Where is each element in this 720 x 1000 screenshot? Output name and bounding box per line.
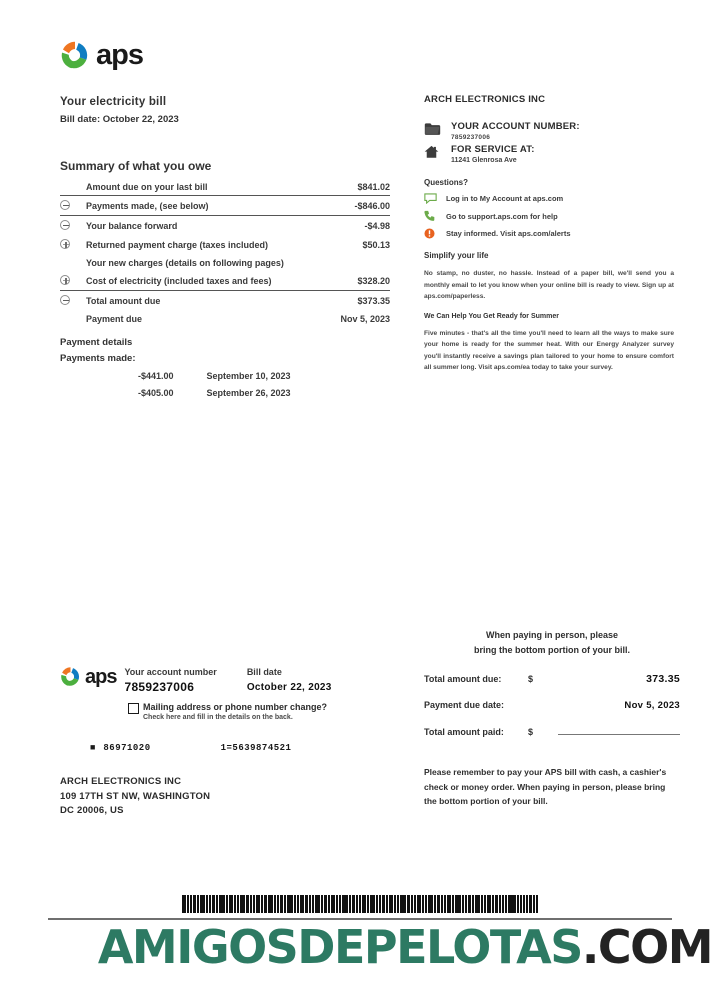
barcode-bar — [297, 895, 299, 913]
barcode-bar — [370, 895, 375, 913]
barcode-bar — [492, 895, 494, 913]
account-number-row — [424, 121, 674, 141]
plus-circle-icon — [60, 239, 70, 249]
barcode-bar — [264, 895, 267, 913]
barcode-bar — [437, 895, 440, 913]
barcode-bar — [256, 895, 260, 913]
row-icon-cell — [60, 254, 86, 271]
account-number-value: 7859237006 — [451, 134, 491, 141]
remit-headline-line2: bring the bottom portion of your bill. — [474, 644, 630, 655]
barcode-bar — [349, 895, 351, 913]
barcode-bar — [508, 895, 516, 913]
barcode-bar — [277, 895, 279, 913]
barcode-bar — [484, 895, 486, 913]
barcode-bar — [382, 895, 385, 913]
total-due-row — [424, 673, 680, 685]
right-column — [424, 94, 674, 374]
bill-date-text: Bill date: October 22, 2023 — [60, 114, 179, 125]
barcode-bar — [536, 895, 538, 913]
list-item — [60, 388, 390, 398]
row-icon-cell — [60, 235, 86, 254]
barcode-bar — [425, 895, 427, 913]
barcode-bar — [261, 895, 263, 913]
barcode-bar — [229, 895, 233, 913]
barcode-bar — [294, 895, 296, 913]
address-change-checkbox[interactable] — [128, 703, 139, 714]
barcode-bar — [312, 895, 314, 913]
due-date-label: Payment due date: — [424, 699, 505, 710]
barcode-bar — [359, 895, 361, 913]
barcode-bar — [444, 895, 446, 913]
barcode-bar — [465, 895, 467, 913]
stub-fields — [124, 666, 331, 694]
stub-account-value: 7859237006 — [124, 680, 195, 694]
address-change-sublabel: Check here and fill in the details on the back. — [143, 714, 293, 721]
barcode-bar — [219, 895, 225, 913]
questions-item-label: Stay informed. Visit aps.com/alerts — [446, 229, 571, 238]
table-row — [60, 178, 390, 196]
payment-amount: -$405.00 — [138, 388, 174, 398]
barcode-bar — [428, 895, 433, 913]
barcode-bar — [212, 895, 215, 913]
row-amount: $841.02 — [357, 181, 390, 192]
barcode-bar — [336, 895, 338, 913]
watermark-tld: .COM — [581, 920, 712, 974]
stub-ocr-line — [60, 743, 400, 753]
stub-header — [60, 666, 400, 694]
remittance-stub — [60, 666, 400, 819]
barcode-bar — [206, 895, 208, 913]
aps-logo — [60, 40, 390, 70]
barcode-bar — [234, 895, 236, 913]
remit-panel — [424, 628, 680, 809]
barcode-bar — [400, 895, 406, 913]
barcode-bar — [462, 895, 464, 913]
row-amount: $50.13 — [362, 239, 390, 250]
barcode-bar — [434, 895, 436, 913]
barcode-bar — [187, 895, 189, 913]
barcode-bar — [472, 895, 474, 913]
watermark — [0, 920, 720, 974]
minus-circle-icon — [60, 295, 70, 305]
barcode-bar — [417, 895, 421, 913]
service-address-row — [424, 144, 674, 164]
barcode-bar — [305, 895, 308, 913]
row-label: Amount due on your last bill — [86, 181, 208, 192]
questions-item-alerts[interactable] — [424, 228, 674, 239]
table-row — [60, 291, 390, 311]
barcode-bar — [315, 895, 320, 913]
payment-date: September 10, 2023 — [206, 371, 291, 381]
barcode-bar — [362, 895, 366, 913]
table-row — [60, 310, 390, 327]
watermark-main: AMIGOSDEPELOTAS — [97, 920, 582, 974]
phone-icon — [424, 210, 438, 222]
due-date-row — [424, 700, 680, 711]
service-address-value: 11241 Glenrosa Ave — [451, 157, 517, 164]
stub-billdate-field — [247, 667, 332, 694]
left-column — [60, 40, 390, 398]
promo-paragraph-2: Five minutes - that's all the time you'll need to learn all the ways to make sure your home is ready for the summer heat. With our Energy Analyzer survey you'll instantly receive a savings plan tailored to your home to ensure comfort all summer long. Visit aps.com/ea today to take your survey. — [424, 329, 674, 372]
row-icon-cell — [60, 310, 86, 327]
table-row — [60, 196, 390, 216]
remit-note: Please remember to pay your APS bill with cash, a cashier's check or money order. When paying in person, please bring the bottom portion of your bill. — [424, 766, 667, 807]
barcode-bar — [328, 895, 330, 913]
alert-icon — [424, 228, 438, 239]
aps-pinwheel-logo-icon — [60, 40, 90, 70]
total-due-label: Total amount due: — [424, 673, 502, 684]
barcode-bar — [246, 895, 249, 913]
barcode-bar — [321, 895, 323, 913]
barcode-bar — [284, 895, 286, 913]
barcode-bar — [422, 895, 424, 913]
stub-ocr-left: 86971020 — [103, 743, 151, 753]
mailing-address-line: DC 20006, US — [60, 805, 124, 817]
barcode-bar — [237, 895, 239, 913]
barcode-bar — [447, 895, 451, 913]
payments-made-label: Payments made: — [60, 353, 136, 364]
promo-heading-2: We Can Help You Get Ready for Summer — [424, 312, 559, 320]
row-label: Your balance forward — [86, 220, 178, 231]
row-icon-cell — [60, 196, 86, 216]
barcode-bar — [190, 895, 192, 913]
barcode-bar — [200, 895, 205, 913]
remit-headline — [424, 628, 680, 658]
questions-heading: Questions? — [424, 178, 469, 187]
barcode-area — [0, 895, 720, 913]
address-change-checkbox-row[interactable] — [60, 702, 400, 721]
account-number-group — [451, 121, 580, 141]
address-change-text-group — [143, 702, 327, 721]
barcode-bar — [352, 895, 355, 913]
barcode-bar — [339, 895, 341, 913]
barcode-bar — [209, 895, 211, 913]
promo-paragraph-1: No stamp, no duster, no hassle. Instead of a paper bill, we'll send you a monthly email to let you know when your online bill is ready to view. Sign up at aps.com/paperless. — [424, 270, 674, 301]
row-label: Your new charges (details on following pages) — [86, 257, 284, 268]
payment-amount: -$441.00 — [138, 371, 174, 381]
barcode-bar — [407, 895, 410, 913]
barcode-bar — [394, 895, 396, 913]
barcode-bar — [331, 895, 335, 913]
row-icon-cell — [60, 271, 86, 291]
stub-billdate-label: Bill date — [246, 667, 282, 677]
stub-account-label: Your account number — [124, 667, 217, 677]
currency-symbol: $ — [528, 726, 534, 737]
barcode-bar — [520, 895, 522, 913]
barcode-bar — [356, 895, 358, 913]
total-due-value: 373.35 — [646, 672, 680, 685]
barcode-bar — [526, 895, 528, 913]
barcode — [182, 895, 538, 913]
row-icon-cell — [60, 291, 86, 311]
barcode-bar — [250, 895, 252, 913]
total-paid-label: Total amount paid: — [424, 726, 504, 737]
page-title: Your electricity bill — [60, 96, 167, 108]
questions-item-label: Log in to My Account at aps.com — [446, 194, 564, 203]
payment-date: September 26, 2023 — [206, 388, 291, 398]
barcode-bar — [455, 895, 461, 913]
table-row — [60, 254, 390, 271]
barcode-bar — [487, 895, 491, 913]
barcode-bar — [499, 895, 501, 913]
row-icon-cell — [60, 178, 86, 196]
service-address-group — [451, 144, 535, 164]
barcode-bar — [475, 895, 480, 913]
account-block — [424, 121, 674, 164]
customer-name: ARCH ELECTRONICS INC — [424, 94, 546, 105]
barcode-bar — [193, 895, 196, 913]
questions-item-label: Go to support.aps.com for help — [446, 211, 558, 221]
table-row — [60, 271, 390, 291]
aps-pinwheel-logo-icon — [60, 666, 81, 687]
row-amount: -$4.98 — [364, 220, 390, 231]
barcode-bar — [441, 895, 443, 913]
minus-circle-icon — [60, 220, 70, 230]
summary-heading: Summary of what you owe — [60, 159, 212, 173]
aps-logo-stub — [60, 666, 116, 687]
service-at-label: FOR SERVICE AT: — [451, 144, 535, 155]
barcode-bar — [397, 895, 399, 913]
barcode-bar — [240, 895, 245, 913]
total-paid-input-line[interactable] — [558, 726, 680, 735]
folder-icon — [424, 121, 442, 141]
row-label: Total amount due — [86, 291, 310, 311]
questions-item-support[interactable] — [424, 210, 674, 222]
mailing-address-line: ARCH ELECTRONICS INC — [60, 776, 182, 787]
row-label: Payments made, (see below) — [86, 196, 310, 216]
barcode-bar — [216, 895, 218, 913]
barcode-bar — [182, 895, 186, 913]
list-item — [60, 371, 390, 381]
home-icon — [424, 144, 442, 164]
barcode-bar — [517, 895, 519, 913]
barcode-bar — [533, 895, 535, 913]
minus-circle-icon — [60, 200, 70, 210]
row-label: Cost of electricity (included taxes and fees) — [86, 275, 272, 286]
barcode-bar — [226, 895, 228, 913]
address-change-label: Mailing address or phone number change? — [143, 702, 328, 712]
barcode-bar — [414, 895, 416, 913]
barcode-bar — [376, 895, 378, 913]
questions-item-my-account[interactable] — [424, 193, 674, 204]
barcode-bar — [452, 895, 454, 913]
chat-bubble-icon — [424, 193, 438, 204]
row-amount: -$846.00 — [310, 196, 390, 216]
barcode-bar — [468, 895, 471, 913]
row-label: Returned payment charge (taxes included) — [86, 239, 269, 250]
remit-headline-line1: When paying in person, please — [485, 630, 619, 640]
summary-table — [60, 178, 390, 327]
promo-heading-1: Simplify your life — [424, 251, 489, 260]
barcode-bar — [309, 895, 311, 913]
barcode-bar — [253, 895, 255, 913]
barcode-bar — [367, 895, 369, 913]
aps-wordmark: aps — [85, 665, 117, 688]
barcode-bar — [495, 895, 498, 913]
barcode-bar — [411, 895, 413, 913]
aps-wordmark: aps — [96, 38, 143, 71]
total-paid-row[interactable] — [424, 726, 680, 737]
barcode-bar — [523, 895, 525, 913]
row-icon-cell — [60, 216, 86, 236]
barcode-bar — [386, 895, 388, 913]
stub-ocr-right: 1=5639874521 — [220, 743, 292, 753]
square-bullet-icon: ■ — [90, 743, 96, 753]
currency-symbol: $ — [528, 673, 534, 684]
barcode-bar — [268, 895, 273, 913]
barcode-bar — [342, 895, 348, 913]
barcode-bar — [481, 895, 483, 913]
row-amount: $328.20 — [357, 275, 390, 286]
barcode-bar — [324, 895, 327, 913]
row-amount: $373.35 — [310, 291, 390, 311]
mailing-address — [60, 775, 400, 819]
account-number-label: YOUR ACCOUNT NUMBER: — [451, 121, 580, 132]
stub-account-field — [124, 667, 216, 694]
table-row — [60, 216, 390, 236]
table-row — [60, 235, 390, 254]
barcode-bar — [197, 895, 199, 913]
barcode-bar — [389, 895, 393, 913]
barcode-bar — [287, 895, 293, 913]
row-label: Payment due — [86, 313, 143, 324]
due-date-value: Nov 5, 2023 — [624, 699, 680, 711]
plus-circle-icon — [60, 275, 70, 285]
row-amount: Nov 5, 2023 — [340, 313, 390, 324]
barcode-bar — [379, 895, 381, 913]
mailing-address-line: 109 17TH ST NW, WASHINGTON — [60, 790, 211, 802]
barcode-bar — [529, 895, 532, 913]
barcode-bar — [274, 895, 276, 913]
barcode-bar — [505, 895, 507, 913]
barcode-bar — [280, 895, 283, 913]
barcode-bar — [300, 895, 304, 913]
barcode-bar — [502, 895, 504, 913]
stub-billdate-value: October 22, 2023 — [246, 682, 332, 693]
payment-details-heading: Payment details — [60, 337, 133, 348]
